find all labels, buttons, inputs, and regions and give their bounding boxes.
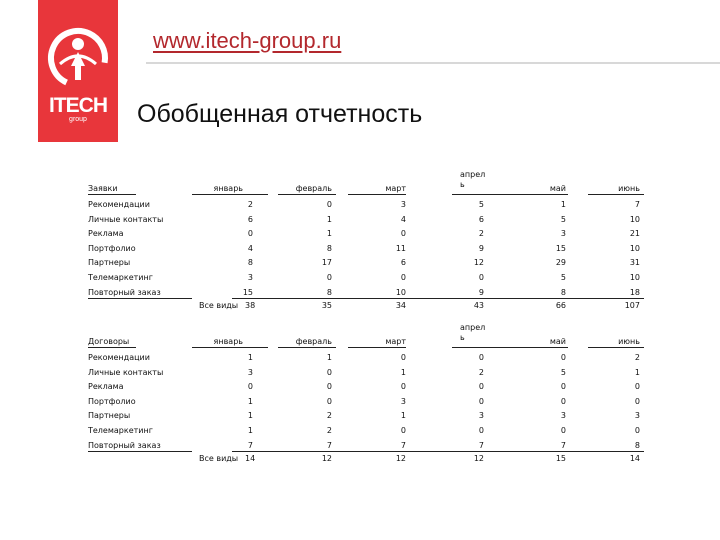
table-cell: 9 bbox=[478, 243, 484, 253]
table-row bbox=[88, 229, 644, 242]
table-cell: 10 bbox=[629, 273, 640, 282]
table-row bbox=[88, 426, 644, 439]
table-cell: 0 bbox=[400, 273, 406, 282]
table-cell: 31 bbox=[629, 258, 640, 268]
table-cell: 6 bbox=[400, 258, 406, 268]
table-cell: 3 bbox=[560, 411, 566, 421]
table-cell: 1 bbox=[634, 367, 640, 377]
page-title: Обобщенная отчетность bbox=[137, 100, 423, 128]
itech-emblem-icon bbox=[38, 18, 118, 98]
table-cell: 1 bbox=[247, 396, 253, 406]
table-row bbox=[88, 244, 644, 257]
total-row bbox=[88, 301, 644, 314]
table-header-row bbox=[88, 323, 644, 350]
table-row bbox=[88, 368, 644, 381]
table-cell: 5 bbox=[560, 214, 566, 224]
total-cell: 14 bbox=[629, 454, 640, 464]
month-header: февраль bbox=[295, 337, 332, 346]
header-underline bbox=[278, 347, 336, 348]
row-label: Партнеры bbox=[88, 411, 131, 421]
header-underline bbox=[192, 347, 268, 348]
table-cell: 0 bbox=[400, 229, 406, 239]
table-row bbox=[88, 288, 644, 301]
table-cell: 1 bbox=[247, 426, 253, 435]
table-cell: 0 bbox=[634, 396, 640, 406]
row-label: Портфолио bbox=[88, 396, 136, 406]
row-label: Реклама bbox=[88, 382, 124, 392]
table-cell: 7 bbox=[478, 440, 484, 450]
table-cell: 0 bbox=[478, 273, 484, 282]
table-cell: 0 bbox=[560, 396, 566, 406]
table-cell: 8 bbox=[326, 243, 332, 253]
header-divider bbox=[146, 62, 720, 64]
header-underline bbox=[278, 194, 336, 195]
row-label: Личные контакты bbox=[88, 367, 164, 377]
table-cell: 0 bbox=[247, 229, 253, 239]
table-cell: 10 bbox=[629, 243, 640, 253]
table-cell: 3 bbox=[400, 396, 406, 406]
table-cell: 0 bbox=[400, 353, 406, 362]
total-cell: 43 bbox=[473, 301, 484, 311]
month-header: май bbox=[549, 184, 566, 193]
header-underline bbox=[452, 347, 568, 348]
table-cell: 4 bbox=[400, 214, 406, 224]
table-cell: 0 bbox=[634, 382, 640, 392]
table-cell: 9 bbox=[478, 287, 484, 297]
table-cell: 3 bbox=[400, 200, 406, 209]
table-cell: 7 bbox=[560, 440, 566, 450]
header-underline bbox=[452, 194, 568, 195]
table-cell: 0 bbox=[478, 396, 484, 406]
table-cell: 7 bbox=[247, 440, 253, 450]
table-cell: 5 bbox=[478, 200, 484, 209]
table-cell: 1 bbox=[560, 200, 566, 209]
total-label: Все виды bbox=[199, 301, 239, 311]
table-cell: 1 bbox=[326, 353, 332, 362]
table-cell: 1 bbox=[247, 353, 253, 362]
table-cell: 8 bbox=[560, 287, 566, 297]
table-cell: 3 bbox=[247, 367, 253, 377]
row-label: Рекомендации bbox=[88, 353, 150, 362]
table-cell: 3 bbox=[560, 229, 566, 239]
table-cell: 0 bbox=[400, 382, 406, 392]
table-cell: 15 bbox=[242, 287, 253, 297]
row-label: Повторный заказ bbox=[88, 440, 161, 450]
table-cell: 2 bbox=[247, 200, 253, 209]
last-row-underline bbox=[232, 451, 644, 452]
table-cell: 5 bbox=[560, 367, 566, 377]
table-row bbox=[88, 382, 644, 395]
row-label: Рекомендации bbox=[88, 200, 150, 209]
table-row bbox=[88, 397, 644, 410]
header-underline bbox=[88, 347, 136, 348]
month-header: май bbox=[549, 337, 566, 346]
table-cell: 3 bbox=[634, 411, 640, 421]
header-underline bbox=[348, 347, 406, 348]
table-cell: 15 bbox=[555, 243, 566, 253]
table-cell: 17 bbox=[321, 258, 332, 268]
total-row bbox=[88, 454, 644, 467]
table-cell: 0 bbox=[560, 353, 566, 362]
table-cell: 2 bbox=[326, 411, 332, 421]
table-cell: 1 bbox=[247, 411, 253, 421]
itech-logo bbox=[38, 0, 118, 142]
table-title: Договоры bbox=[88, 337, 130, 346]
table-cell: 6 bbox=[478, 214, 484, 224]
row-label: Реклама bbox=[88, 229, 124, 239]
total-cell: 12 bbox=[321, 454, 332, 464]
table-row bbox=[88, 200, 644, 213]
table-title: Заявки bbox=[88, 184, 118, 193]
table-cell: 10 bbox=[629, 214, 640, 224]
row-label: Телемаркетинг bbox=[88, 273, 153, 282]
table-cell: 8 bbox=[326, 287, 332, 297]
row-label: Портфолио bbox=[88, 243, 136, 253]
table-cell: 8 bbox=[247, 258, 253, 268]
table-cell: 2 bbox=[326, 426, 332, 435]
table-cell: 0 bbox=[326, 382, 332, 392]
table-row bbox=[88, 411, 644, 424]
table-cell: 0 bbox=[634, 426, 640, 435]
table-cell: 2 bbox=[478, 229, 484, 239]
table-cell: 0 bbox=[326, 273, 332, 282]
table-cell: 1 bbox=[326, 229, 332, 239]
table-cell: 0 bbox=[326, 200, 332, 209]
table-cell: 0 bbox=[560, 382, 566, 392]
table-cell: 21 bbox=[629, 229, 640, 239]
site-url-link[interactable]: www.itech-group.ru bbox=[153, 28, 342, 53]
table-cell: 7 bbox=[634, 200, 640, 209]
table-cell: 10 bbox=[395, 287, 406, 297]
table-row bbox=[88, 258, 644, 271]
total-cell: 34 bbox=[395, 301, 406, 311]
header-underline bbox=[192, 194, 268, 195]
table-row bbox=[88, 441, 644, 454]
table-cell: 1 bbox=[400, 411, 406, 421]
logo-brand-text: ITECH bbox=[49, 94, 107, 117]
table-cell: 0 bbox=[326, 367, 332, 377]
table-row bbox=[88, 273, 644, 286]
month-header: январь bbox=[213, 184, 243, 193]
table-cell: 1 bbox=[400, 367, 406, 377]
table-cell: 2 bbox=[478, 367, 484, 377]
total-cell: 12 bbox=[395, 454, 406, 464]
total-label: Все виды bbox=[199, 454, 239, 464]
total-cell: 38 bbox=[245, 301, 256, 311]
table-cell: 5 bbox=[560, 273, 566, 282]
month-header: июнь bbox=[618, 337, 640, 346]
total-cell: 12 bbox=[473, 454, 484, 464]
table-cell: 8 bbox=[634, 440, 640, 450]
row-label: Телемаркетинг bbox=[88, 426, 153, 435]
table-cell: 0 bbox=[560, 426, 566, 435]
month-header: январь bbox=[213, 337, 243, 346]
table-header-row bbox=[88, 170, 644, 197]
total-cell: 107 bbox=[624, 301, 640, 311]
header-underline bbox=[588, 194, 644, 195]
table-cell: 0 bbox=[247, 382, 253, 392]
month-header: февраль bbox=[295, 184, 332, 193]
month-header: апрел ь bbox=[460, 323, 486, 342]
table-cell: 3 bbox=[478, 411, 484, 421]
row-label: Партнеры bbox=[88, 258, 131, 268]
table-cell: 7 bbox=[326, 440, 332, 450]
table-cell: 1 bbox=[326, 214, 332, 224]
total-cell: 15 bbox=[555, 454, 566, 464]
table-cell: 0 bbox=[478, 426, 484, 435]
logo-sub-text: group bbox=[69, 116, 87, 123]
table-row bbox=[88, 353, 644, 366]
table-cell: 4 bbox=[247, 243, 253, 253]
table-cell: 2 bbox=[634, 353, 640, 362]
total-cell: 35 bbox=[321, 301, 332, 311]
total-cell: 66 bbox=[555, 301, 566, 311]
table-cell: 0 bbox=[478, 382, 484, 392]
row-label: Личные контакты bbox=[88, 214, 164, 224]
last-row-underline bbox=[88, 451, 192, 452]
table-cell: 0 bbox=[326, 396, 332, 406]
header-underline bbox=[588, 347, 644, 348]
total-cell: 14 bbox=[245, 454, 256, 464]
last-row-underline bbox=[232, 298, 644, 299]
table-cell: 12 bbox=[473, 258, 484, 268]
month-header: июнь bbox=[618, 184, 640, 193]
header-underline bbox=[88, 194, 136, 195]
month-header: март bbox=[385, 337, 406, 346]
last-row-underline bbox=[88, 298, 192, 299]
table-row bbox=[88, 215, 644, 228]
table-cell: 11 bbox=[395, 243, 406, 253]
month-header: апрел ь bbox=[460, 170, 486, 189]
table-cell: 0 bbox=[400, 426, 406, 435]
table-cell: 18 bbox=[629, 287, 640, 297]
table-cell: 6 bbox=[247, 214, 253, 224]
table-cell: 7 bbox=[400, 440, 406, 450]
header-underline bbox=[348, 194, 406, 195]
month-header: март bbox=[385, 184, 406, 193]
table-cell: 3 bbox=[247, 273, 253, 282]
table-cell: 29 bbox=[555, 258, 566, 268]
row-label: Повторный заказ bbox=[88, 287, 161, 297]
table-cell: 0 bbox=[478, 353, 484, 362]
